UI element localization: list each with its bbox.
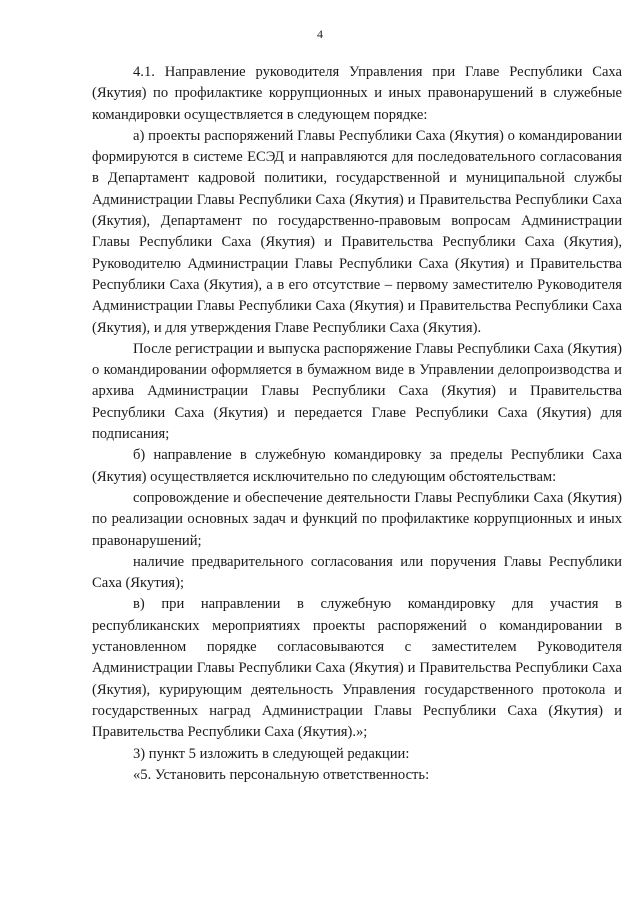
paragraph-item-b: б) направление в служебную командировку за пределы Республики Саха (Якутия) осуществляется исключительно по следующим обстоятельствам: bbox=[92, 447, 622, 485]
paragraph-approval: наличие предварительного согласования или поручения Главы Республики Саха (Якутия); bbox=[92, 553, 622, 592]
paragraph-item-a: а) проекты распоряжений Главы Республики Саха (Якутия) о командировании формируются в системе ЕСЭД и направляются для последовательного согласования в Департамент кадровой политики, государственной и муниципальной службы Администрации Главы Республики Саха (Якутия) и Правительства Республики Саха (Якутия), Департамент по государственно-правовым вопросам Администрации Главы Республики Саха (Якутия) и Правительства Республики Саха (Якутия), Руководителю Администрации Главы Республики Саха (Якутия) и Правительства Республики Саха (Якутия), а в его отсутствие – первому заместителю Руководителя Администрации Главы Республики Саха (Якутия) и Правительства Республики Саха (Якутия), и для утверждения Главе Республики Саха (Якутия). bbox=[92, 127, 622, 336]
page-number: 4 bbox=[317, 27, 323, 41]
paragraph-point-3: 3) пункт 5 изложить в следующей редакции: bbox=[133, 745, 410, 762]
paragraph-point-5: «5. Установить персональную ответственность: bbox=[133, 766, 430, 783]
paragraph-after-registration: После регистрации и выпуска распоряжение Главы Республики Саха (Якутия) о командировании оформляется в бумажном виде в Управлении делопроизводства и архива Администрации Главы Республики Саха (Якутия) и Правительства Республики Саха (Якутия) и передается Главе Республики Саха (Якутия) для подписания; bbox=[92, 340, 622, 443]
paragraph-item-v: в) при направлении в служебную командировку для участия в республиканских мероприятиях проекты распоряжений о командировании в установленном порядке согласовываются с заместителем Руководителя Администрации Главы Республики Саха (Якутия) и Правительства Республики Саха (Якутия), курирующим деятельность Управления государственного протокола и государственных наград Администрации Главы Республики Саха (Якутия) и Правительства Республики Саха (Якутия).»; bbox=[92, 596, 622, 741]
document-body bbox=[92, 62, 622, 786]
paragraph-support: сопровождение и обеспечение деятельности Главы Республики Саха (Якутия) по реализации основных задач и функций по профилактике коррупционных и иных правонарушений; bbox=[92, 489, 622, 549]
paragraph-4-1: 4.1. Направление руководителя Управления при Главе Республики Саха (Якутия) по профилактике коррупционных и иных правонарушений в служебные командировки осуществляется в следующем порядке: bbox=[92, 64, 622, 123]
